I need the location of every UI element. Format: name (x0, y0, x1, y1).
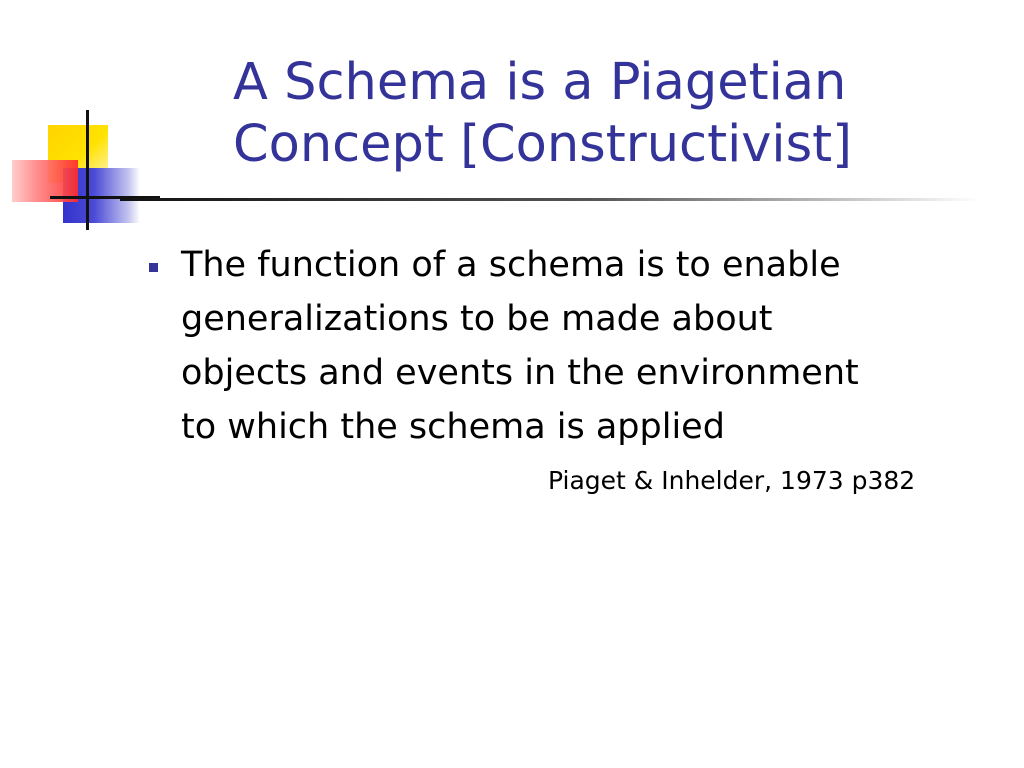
bullet-text-line-2: generalizations to be made about (181, 299, 773, 339)
decorative-squares-logo (0, 0, 200, 240)
logo-vertical-line (86, 110, 89, 230)
title-divider-line (120, 198, 980, 201)
square-bullet-icon (149, 263, 158, 272)
citation: Piaget & Inhelder, 1973 p382 (548, 466, 916, 495)
slide-title (233, 52, 993, 176)
bullet-text-line-1: The function of a schema is to enable (181, 245, 841, 285)
bullet-text-line-3: objects and events in the environment (181, 353, 859, 393)
slide-title-line-2: Concept [Constructivist] (233, 115, 853, 174)
bullet-text (181, 238, 1001, 454)
slide-title-line-1: A Schema is a Piagetian (233, 53, 847, 112)
bullet-text-line-4: to which the schema is applied (181, 407, 725, 447)
